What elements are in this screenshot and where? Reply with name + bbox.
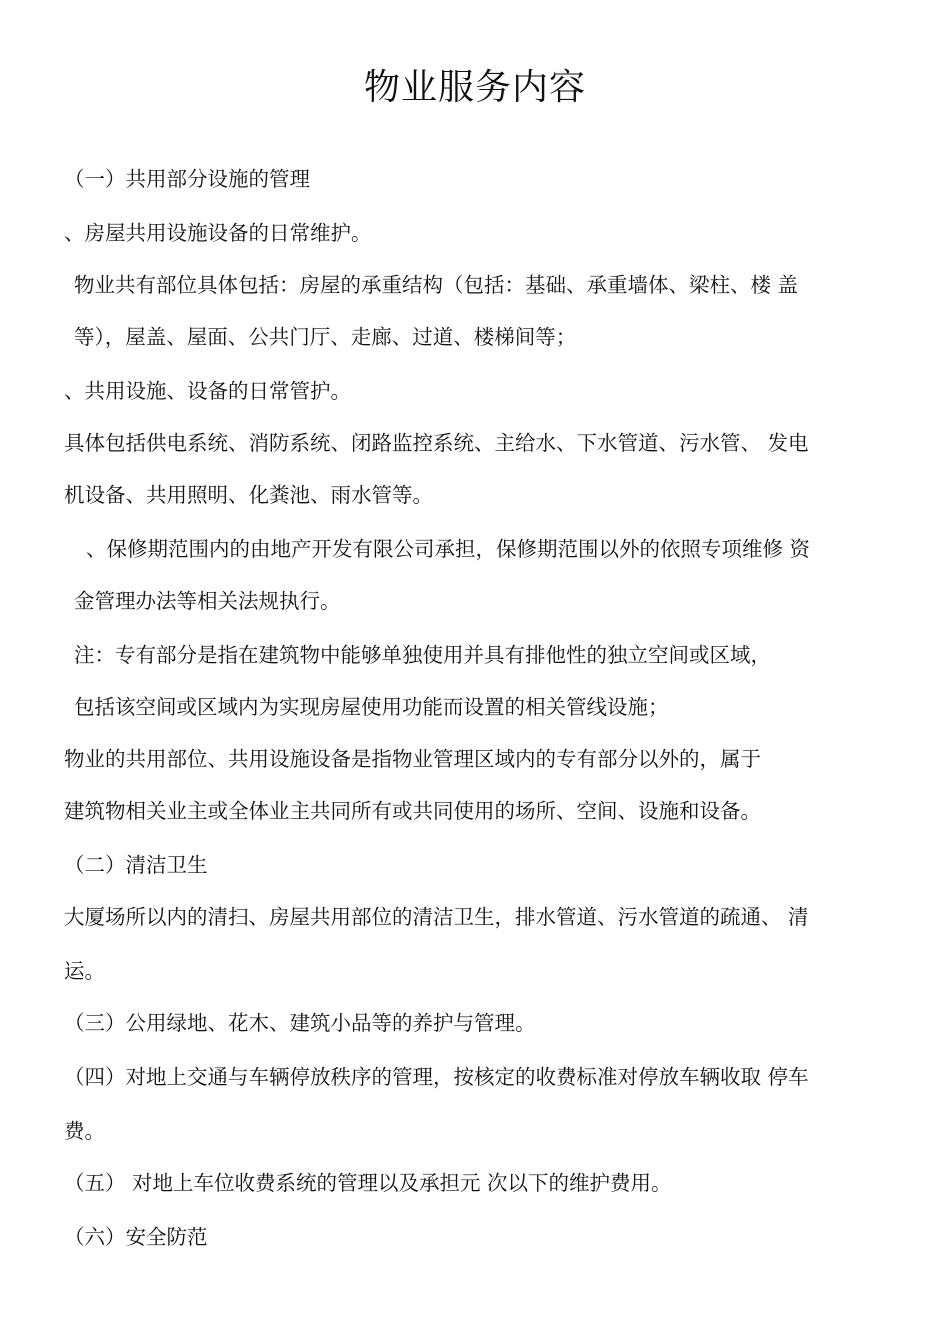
section-heading-4: （四）对地上交通与车辆停放秩序的管理，按核定的收费标准对停放车辆收取 停车 — [64, 1065, 809, 1089]
section-heading-5: （五） 对地上车位收费系统的管理以及承担元 次以下的维护费用。 — [64, 1171, 672, 1195]
paragraph-line: 等），屋盖、屋面、公共门厅、走廊、过道、楼梯间等； — [74, 325, 577, 349]
paragraph-line: 大厦场所以内的清扫、房屋共用部位的清洁卫生，排水管道、污水管道的疏通、 清 — [64, 905, 809, 929]
paragraph-line: 建筑物相关业主或全体业主共同所有或共同使用的场所、空间、设施和设备。 — [64, 799, 761, 823]
paragraph-line: 运。 — [64, 959, 105, 983]
section-heading-1: （一）共用部分设施的管理 — [64, 167, 310, 191]
section-heading-3: （三）公用绿地、花木、建筑小品等的养护与管理。 — [64, 1011, 536, 1035]
section-heading-6: （六）安全防范 — [64, 1225, 208, 1249]
note-line: 注：专有部分是指在建筑物中能够单独使用并具有排他性的独立空间或区域， — [74, 643, 771, 667]
paragraph-line: 物业的共用部位、共用设施设备是指物业管理区域内的专有部分以外的，属于 — [64, 747, 761, 771]
paragraph-line: 、保修期范围内的由地产开发有限公司承担，保修期范围以外的依照专项维修 资 — [86, 537, 811, 561]
note-line: 包括该空间或区域内为实现房屋使用功能而设置的相关管线设施； — [74, 695, 669, 719]
paragraph-line: 机设备、共用照明、化粪池、雨水管等。 — [64, 483, 433, 507]
page-title: 物业服务内容 — [363, 67, 586, 108]
section-heading-2: （二）清洁卫生 — [64, 853, 208, 877]
paragraph-line: 金管理办法等相关法规执行。 — [74, 589, 341, 613]
paragraph-line: 、房屋共用设施设备的日常维护。 — [64, 221, 372, 245]
paragraph-line: 、共用设施、设备的日常管护。 — [64, 379, 351, 403]
paragraph-line: 物业共有部位具体包括：房屋的承重结构（包括：基础、承重墙体、梁柱、楼 盖 — [74, 273, 799, 297]
paragraph-line: 具体包括供电系统、消防系统、闭路监控系统、主给水、下水管道、污水管、 发电 — [64, 431, 809, 455]
paragraph-line: 费。 — [64, 1119, 105, 1143]
